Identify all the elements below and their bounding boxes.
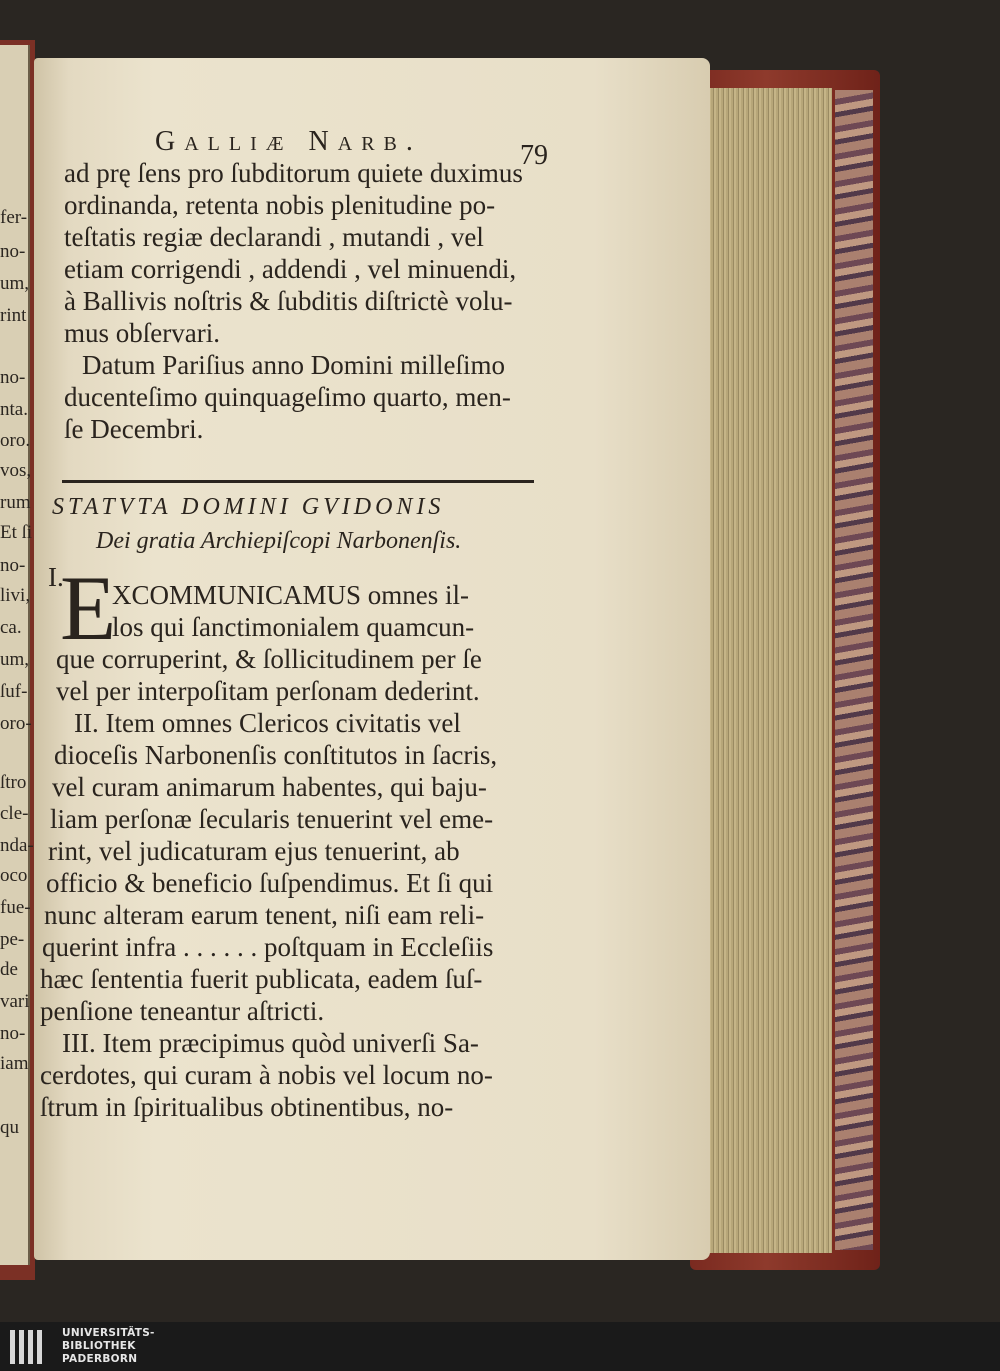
text-line: penſione teneantur aſtricti. <box>40 996 325 1026</box>
text-line: ducenteſimo quinquageſimo quarto, men- <box>64 382 511 412</box>
text-line: nunc alteram earum tenent, niſi eam reli- <box>44 900 485 930</box>
page-number: 79 <box>520 140 548 171</box>
section-heading: STATVTA DOMINI GVIDONIS <box>52 494 445 520</box>
library-footer <box>0 1322 1000 1371</box>
left-fragment: no- <box>0 241 26 262</box>
left-fragment: vos, <box>0 460 32 481</box>
left-fragment: oco <box>0 865 28 886</box>
text-line: II. Item omnes Clericos civitatis vel <box>74 708 461 738</box>
left-fragment: cle- <box>0 803 29 824</box>
page-fore-edge <box>706 88 832 1253</box>
left-fragment: pe- <box>0 929 25 950</box>
left-fragment: um, <box>0 649 30 670</box>
left-fragment: rint <box>0 305 27 326</box>
left-fragment: qu <box>0 1117 19 1138</box>
text-line: cerdotes, qui curam à nobis vel locum no- <box>40 1060 493 1090</box>
section-divider <box>62 480 534 483</box>
text-line: rint, vel judicaturam ejus tenuerint, ab <box>48 836 460 866</box>
text-line: ordinanda, retenta nobis plenitudine po- <box>64 190 496 220</box>
left-fragment: um, <box>0 273 30 294</box>
library-name-line3: PADERBORN <box>62 1353 138 1365</box>
library-logo-icon <box>10 1330 52 1364</box>
text-line: à Ballivis noſtris & ſubditis diſtrictè volu- <box>64 286 513 316</box>
text-line: III. Item præcipimus quòd univerſi Sa- <box>62 1028 479 1058</box>
left-fragment: nta. <box>0 399 28 420</box>
left-fragment: ſuf- <box>0 681 28 702</box>
left-fragment: rum <box>0 492 31 513</box>
marbled-endpaper <box>835 90 873 1250</box>
text-line: mus obſervari. <box>64 318 220 348</box>
text-line: officio & beneficio ſuſpendimus. Et ſi qui <box>46 868 494 898</box>
section-subheading: Dei gratia Archiepiſcopi Narbonenſis. <box>96 528 462 554</box>
left-fragment: vari <box>0 991 30 1012</box>
text-line: los qui ſanctimonialem quamcun- <box>112 612 475 642</box>
left-fragment: Et ſi <box>0 522 33 543</box>
text-line: ſtrum in ſpiritualibus obtinentibus, no- <box>40 1092 454 1122</box>
text-line: liam perſonæ ſecularis tenuerint vel eme- <box>50 804 494 834</box>
text-line: hæc ſententia fuerit publicata, eadem ſuſ- <box>40 964 483 994</box>
library-name-line1: UNIVERSITÄTS- <box>62 1327 155 1339</box>
drop-cap: E <box>60 557 117 659</box>
left-fragment: no- <box>0 555 26 576</box>
left-page <box>0 45 34 1265</box>
text-line: ſe Decembri. <box>64 414 204 444</box>
text-line: ad prę ſens pro ſubditorum quiete duximus <box>64 158 523 188</box>
library-name-line2: BIBLIOTHEK <box>62 1340 136 1352</box>
left-fragment: fue- <box>0 897 31 918</box>
left-fragment: no- <box>0 367 26 388</box>
text-line: vel curam animarum habentes, qui baju- <box>52 772 487 802</box>
item-number: I. <box>48 562 64 592</box>
text-line: etiam corrigendi , addendi , vel minuendi, <box>64 254 517 284</box>
running-title: Galliæ Narb. <box>155 126 422 157</box>
left-fragment: ſtro <box>0 772 27 793</box>
left-fragment: livi, <box>0 585 31 606</box>
text-line: dioceſis Narbonenſis conſtitutos in ſacris, <box>54 740 498 770</box>
text-line: teſtatis regiæ declarandi , mutandi , vel <box>64 222 484 252</box>
left-fragment: fer- <box>0 207 28 228</box>
left-fragment: iam <box>0 1053 29 1074</box>
left-fragment: no- <box>0 1023 26 1044</box>
left-fragment: nda- <box>0 835 34 856</box>
left-fragment: oro. <box>0 430 31 451</box>
text-line: querint infra . . . . . . poſtquam in Eccleſiis <box>42 932 494 962</box>
text-line: XCOMMUNICAMUS omnes il- <box>112 580 470 610</box>
left-fragment: de <box>0 959 18 980</box>
text-line: que corruperint, & ſollicitudinem per ſe <box>56 644 482 674</box>
text-line: Datum Pariſius anno Domini milleſimo <box>82 350 505 380</box>
left-fragment: ca. <box>0 617 22 638</box>
text-line: vel per interpoſitam perſonam dederint. <box>56 676 480 706</box>
left-fragment: oro- <box>0 713 32 734</box>
